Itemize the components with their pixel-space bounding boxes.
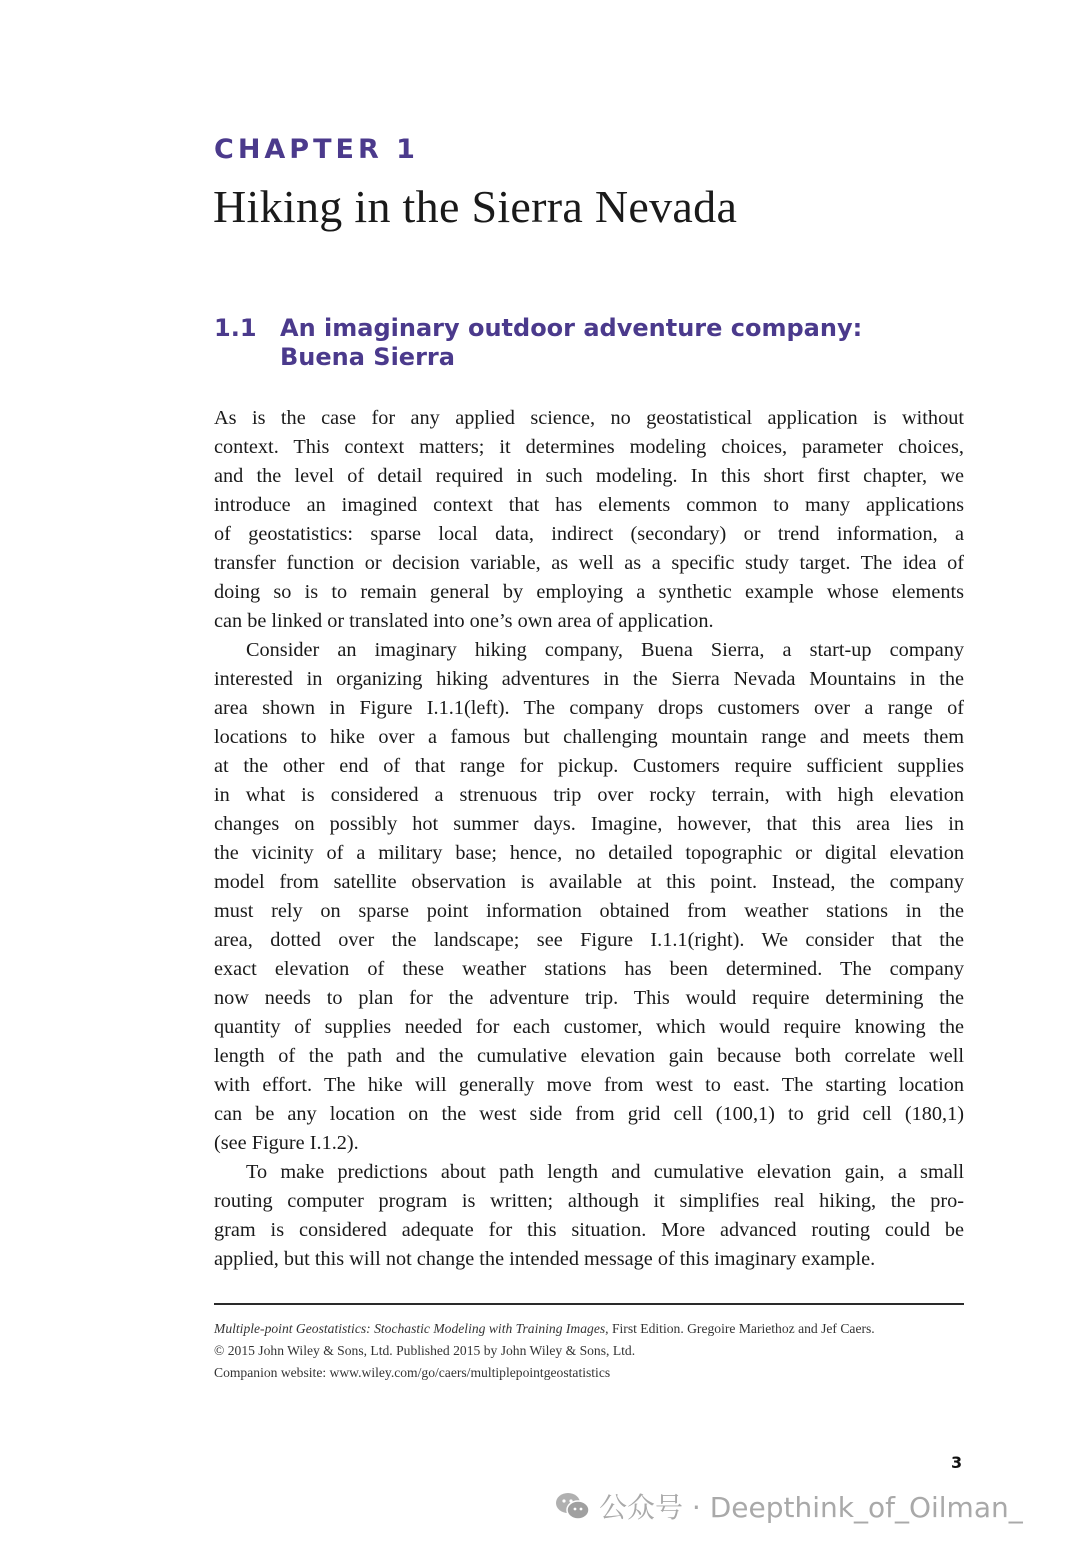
wechat-icon bbox=[555, 1491, 591, 1521]
paragraph-2 bbox=[214, 636, 964, 1158]
text-line: length of the path and the cumulative elevation gain because both correlate well bbox=[214, 1045, 964, 1067]
text-line: To make predictions about path length and cumulative elevation gain, a small bbox=[246, 1161, 964, 1183]
text-line: area shown in Figure I.1.1(left). The company drops customers over a range of bbox=[214, 697, 964, 719]
chapter-title: Hiking in the Sierra Nevada bbox=[213, 181, 738, 232]
text-line: applied, but this will not change the intended message of this imaginary example. bbox=[214, 1248, 876, 1270]
footnote-website: Companion website: www.wiley.com/go/caers/multiplepointgeostatistics bbox=[214, 1365, 611, 1380]
paragraph-3 bbox=[214, 1158, 964, 1274]
paragraph-1 bbox=[214, 404, 964, 636]
text-line: and the level of detail required in such modeling. In this short first chapter, we bbox=[214, 465, 964, 487]
text-line: exact elevation of these weather stations has been determined. The company bbox=[214, 958, 964, 980]
section-title-line2: Buena Sierra bbox=[280, 343, 455, 371]
footnote-copyright: © 2015 John Wiley & Sons, Ltd. Published 2015 by John Wiley & Sons, Ltd. bbox=[214, 1343, 636, 1358]
text-line: As is the case for any applied science, no geostatistical application is without bbox=[214, 407, 964, 429]
book-title: Multiple-point Geostatistics: Stochastic Modeling with Training Images bbox=[214, 1321, 606, 1336]
text-line: context. This context matters; it determines modeling choices, parameter choices, bbox=[214, 436, 964, 458]
text-line: Consider an imaginary hiking company, Buena Sierra, a start-up company bbox=[246, 639, 964, 661]
text-line: introduce an imagined context that has elements common to many applications bbox=[214, 494, 964, 516]
text-line: interested in organizing hiking adventures in the Sierra Nevada Mountains in the bbox=[214, 668, 964, 690]
text-line: of geostatistics: sparse local data, indirect (secondary) or trend information, a bbox=[214, 523, 964, 545]
footnote-citation bbox=[214, 1321, 875, 1337]
watermark bbox=[555, 1486, 1023, 1526]
text-line: model from satellite observation is available at this point. Instead, the company bbox=[214, 871, 964, 893]
text-line: (see Figure I.1.2). bbox=[214, 1132, 359, 1154]
text-line: routing computer program is written; although it simplifies real hiking, the pro- bbox=[214, 1190, 964, 1212]
text-line: locations to hike over a famous but challenging mountain range and meets them bbox=[214, 726, 964, 748]
text-line: now needs to plan for the adventure trip. This would require determining the bbox=[214, 987, 964, 1009]
text-line: the vicinity of a military base; hence, no detailed topographic or digital elevation bbox=[214, 842, 964, 864]
edition-authors: , First Edition. Gregoire Mariethoz and Jef Caers. bbox=[605, 1321, 875, 1336]
text-line: quantity of supplies needed for each customer, which would require knowing the bbox=[214, 1016, 964, 1038]
text-line: changes on possibly hot summer days. Imagine, however, that this area lies in bbox=[214, 813, 964, 835]
text-line: can be linked or translated into one’s own area of application. bbox=[214, 610, 714, 632]
text-line: at the other end of that range for pickup. Customers require sufficient supplies bbox=[214, 755, 964, 777]
text-line: gram is considered adequate for this situation. More advanced routing could be bbox=[214, 1219, 964, 1241]
text-line: must rely on sparse point information obtained from weather stations in the bbox=[214, 900, 964, 922]
text-line: in what is considered a strenuous trip over rocky terrain, with high elevation bbox=[214, 784, 964, 806]
text-line: transfer function or decision variable, as well as a specific study target. The idea of bbox=[214, 552, 964, 574]
chapter-label: CHAPTER 1 bbox=[214, 134, 419, 165]
section-title-line1: An imaginary outdoor adventure company: bbox=[280, 314, 863, 342]
text-line: area, dotted over the landscape; see Figure I.1.1(right). We consider that the bbox=[214, 929, 964, 951]
footnote-divider bbox=[214, 1303, 964, 1305]
page-number: 3 bbox=[951, 1453, 963, 1472]
section-number: 1.1 bbox=[214, 314, 257, 342]
watermark-text: 公众号 · Deepthink_of_Oilman_ bbox=[599, 1491, 1023, 1524]
text-line: can be any location on the west side from grid cell (100,1) to grid cell (180,1) bbox=[214, 1103, 964, 1125]
text-line: doing so is to remain general by employing a synthetic example whose elements bbox=[214, 581, 964, 603]
text-line: with effort. The hike will generally move from west to east. The starting location bbox=[214, 1074, 964, 1096]
